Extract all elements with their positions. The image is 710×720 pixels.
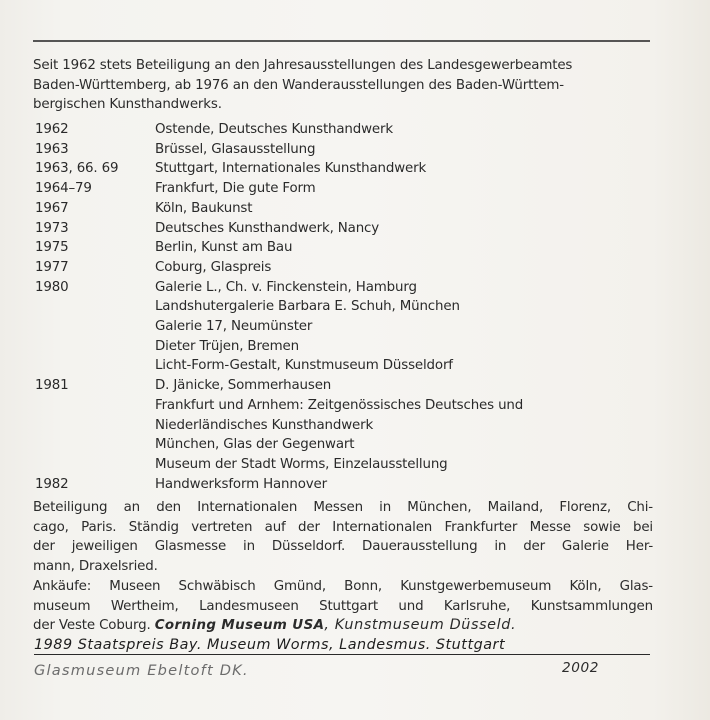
handwritten-line-1989: 1989 Staatspreis Bay. Museum Worms, Landesmus. Stuttgart [34, 637, 650, 655]
timeline-year: 1963, 66. 69 [35, 161, 119, 177]
timeline-row [35, 179, 655, 199]
timeline-entry: Coburg, Glaspreis [155, 259, 272, 275]
timeline-year: 1980 [35, 279, 69, 295]
timeline-year: 1977 [35, 259, 69, 275]
timeline-entry: Ostende, Deutsches Kunsthandwerk [155, 122, 393, 137]
timeline-entry: Stuttgart, Internationales Kunsthandwerk [155, 161, 427, 177]
timeline-row [35, 199, 655, 219]
timeline-row [35, 238, 655, 258]
timeline-row [35, 376, 655, 475]
timeline-entry: Deutsches Kunsthandwerk, Nancy [155, 220, 380, 236]
timeline-year: 1964–79 [35, 181, 92, 197]
timeline-entry: Museum der Stadt Worms, Einzelausstellung [155, 456, 448, 472]
timeline-row [35, 475, 655, 495]
timeline-year: 1963 [35, 141, 69, 157]
timeline-row [35, 140, 655, 160]
timeline-entry: Frankfurt und Arnhem: Zeitgenössisches Deutsches und [155, 397, 524, 413]
ankaeufe-line: Ankäufe: Museen Schwäbisch Gmünd, Bonn, Kunstgewerbemuseum Köln, Glas- [33, 579, 653, 594]
handwritten-line-ebeltoft: Glasmuseum Ebeltoft DK. [34, 662, 249, 679]
timeline-row [35, 278, 655, 377]
timeline-year: 1975 [35, 240, 69, 256]
ankaeufe-line-with-handwriting [33, 616, 653, 636]
timeline-entry: Frankfurt, Die gute Form [155, 181, 316, 197]
timeline-entry: Köln, Baukunst [155, 200, 253, 216]
timeline-year: 1981 [35, 378, 69, 394]
timeline-entry: Galerie L., Ch. v. Finckenstein, Hamburg [155, 279, 417, 295]
timeline-entry: Brüssel, Glasausstellung [155, 141, 316, 157]
timeline-year: 1973 [35, 220, 69, 236]
ankaeufe-paragraph [33, 577, 653, 636]
timeline-year: 1982 [35, 476, 69, 492]
timeline-entry: Dieter Trüjen, Bremen [155, 338, 299, 354]
intro-paragraph [33, 56, 653, 115]
intro-line: Seit 1962 stets Beteiligung an den Jahresausstellungen des Landesgewerbeamtes [33, 58, 573, 73]
timeline-entry: Niederländisches Kunsthandwerk [155, 417, 374, 433]
ankaeufe-line: museum Wertheim, Landesmuseen Stuttgart und Karlsruhe, Kunstsammlungen [33, 598, 653, 614]
timeline-entry: München, Glas der Gegenwart [155, 437, 355, 453]
timeline-row [35, 120, 655, 140]
timeline-year: 1962 [35, 122, 69, 137]
timeline-year: 1967 [35, 200, 69, 216]
timeline-entry: Landshutergalerie Barbara E. Schuh, München [155, 299, 460, 315]
timeline-row [35, 258, 655, 278]
timeline-entry: Licht-Form-Gestalt, Kunstmuseum Düsseldorf [155, 358, 453, 374]
handwritten-kunstmuseum: , Kunstmuseum Düsseld. [324, 617, 517, 634]
intro-line: bergischen Kunsthandwerks. [33, 97, 222, 113]
handwritten-corning: Corning Museum USA [154, 618, 325, 634]
messen-line: Beteiligung an den Internationalen Messen in München, Mailand, Florenz, Chi- [33, 500, 653, 515]
ankaeufe-printed-end: der Veste Coburg. [33, 618, 151, 634]
timeline-entry: Handwerksform Hannover [155, 476, 327, 492]
timeline-row [35, 159, 655, 179]
messen-line: der jeweiligen Glasmesse in Düsseldorf. Dauerausstellung in der Galerie Her- [33, 539, 653, 555]
horizontal-rule [33, 40, 650, 42]
handwritten-date: 2002 [562, 660, 599, 676]
intro-line: Baden-Württemberg, ab 1976 an den Wanderausstellungen des Baden-Württem- [33, 77, 564, 93]
timeline-entry: Berlin, Kunst am Bau [155, 240, 293, 256]
messen-line: cago, Paris. Ständig vertreten auf der Internationalen Frankfurter Messe sowie bei [33, 519, 653, 535]
timeline-entry: D. Jänicke, Sommerhausen [155, 378, 332, 394]
messen-line: mann, Draxelsried. [33, 559, 158, 575]
messen-paragraph [33, 498, 653, 577]
exhibition-timeline [35, 120, 655, 494]
timeline-entry: Galerie 17, Neumünster [155, 319, 313, 335]
timeline-row [35, 219, 655, 239]
